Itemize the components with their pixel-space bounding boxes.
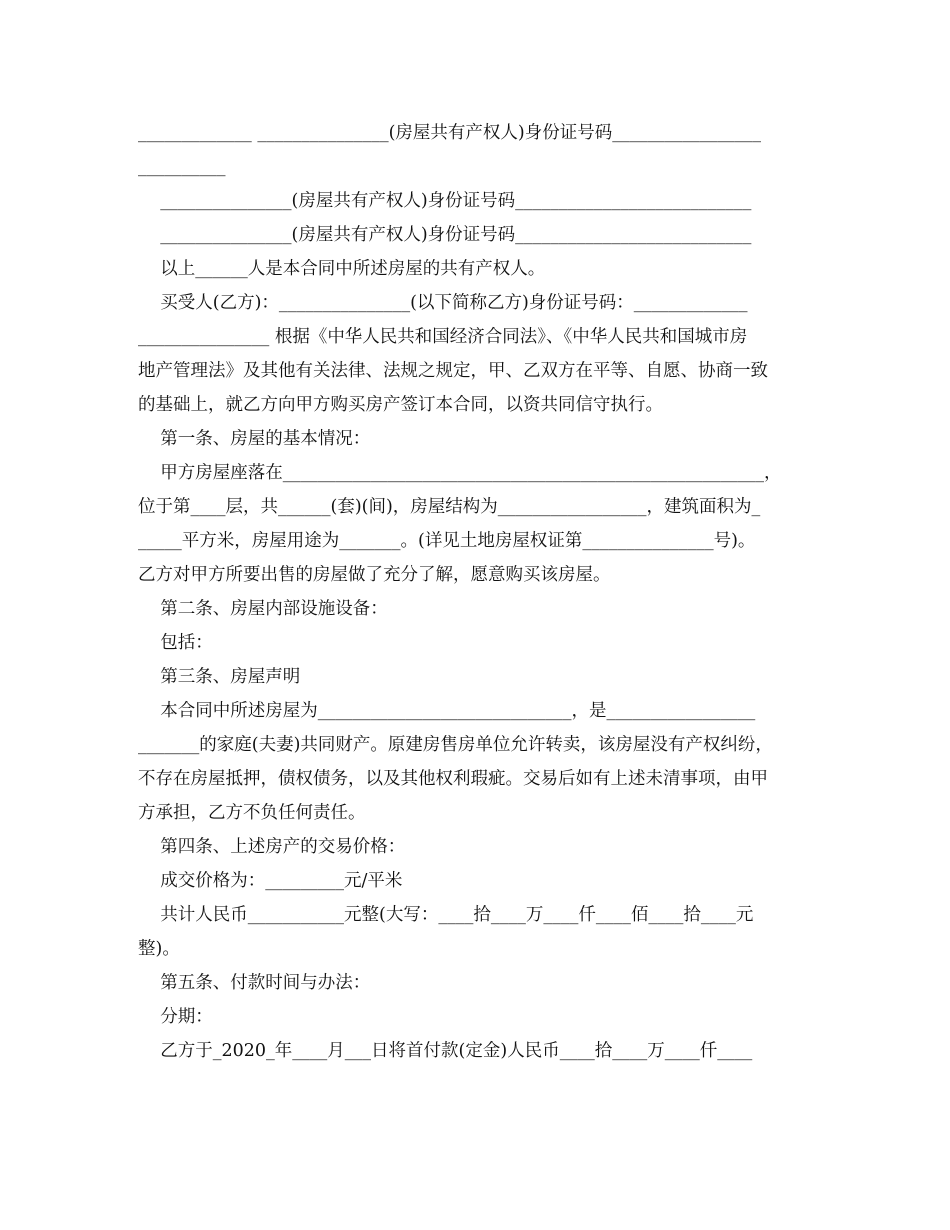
- document-line: 共计人民币___________元整(大写：____拾____万____仟____佰____拾____元: [138, 905, 754, 925]
- document-line: 甲方房屋座落在_______________________________________________________，: [138, 463, 782, 483]
- document-line: 分期：: [138, 1007, 213, 1027]
- document-line: 第三条、房屋声明: [138, 667, 301, 687]
- document-line: 买受人(乙方)：_______________(以下简称乙方)身份证号码：_____________: [138, 293, 748, 313]
- document-line: 整)。: [138, 939, 180, 959]
- document-line: _______________(房屋共有产权人)身份证号码___________________________: [138, 191, 752, 211]
- document-line: 本合同中所述房屋为_____________________________，是_________________: [138, 701, 756, 721]
- document-line: 方承担，乙方不负任何责任。: [138, 803, 366, 823]
- document-line: _______________(房屋共有产权人)身份证号码___________________________: [138, 225, 752, 245]
- document-line: 不存在房屋抵押，债权债务，以及其他权利瑕疵。交易后如有上述未清事项，由甲: [138, 769, 768, 789]
- document-line: _______的家庭(夫妻)共同财产。原建房售房单位允许转卖，该房屋没有产权纠纷，: [138, 735, 773, 755]
- document-line: 乙方对甲方所要出售的房屋做了充分了解，愿意购买该房屋。: [138, 565, 611, 585]
- document-line: 位于第____层，共______(套)(间)，房屋结构为_________________，建筑面积为_: [138, 497, 761, 517]
- document-line: _____平方米，房屋用途为_______。(详见土地房屋权证第_______________号)。: [138, 531, 756, 551]
- document-line: _____________ _______________(房屋共有产权人)身份证号码_________________: [138, 123, 761, 143]
- document-line: 的基础上，就乙方向甲方购买房产签订本合同，以资共同信守执行。: [138, 395, 663, 415]
- document-line: 地产管理法》及其他有关法律、法规之规定，甲、乙双方在平等、自愿、协商一致: [138, 361, 768, 381]
- document-line: 包括：: [138, 633, 213, 653]
- document-line: 成交价格为：_________元/平米: [138, 871, 403, 891]
- document-line: 第一条、房屋的基本情况：: [138, 429, 371, 449]
- document-line: __________: [138, 157, 226, 177]
- document-line: 乙方于_2020_年____月___日将首付款(定金)人民币____拾____万____仟____: [138, 1041, 753, 1061]
- document-line: 第二条、房屋内部设施设备：: [138, 599, 388, 619]
- document-line: _______________ 根据《中华人民共和国经济合同法》、《中华人民共和国城市房: [138, 327, 748, 347]
- document-line: 以上______人是本合同中所述房屋的共有产权人。: [138, 259, 546, 279]
- document-line: 第四条、上述房产的交易价格：: [138, 837, 406, 857]
- document-line: 第五条、付款时间与办法：: [138, 973, 371, 993]
